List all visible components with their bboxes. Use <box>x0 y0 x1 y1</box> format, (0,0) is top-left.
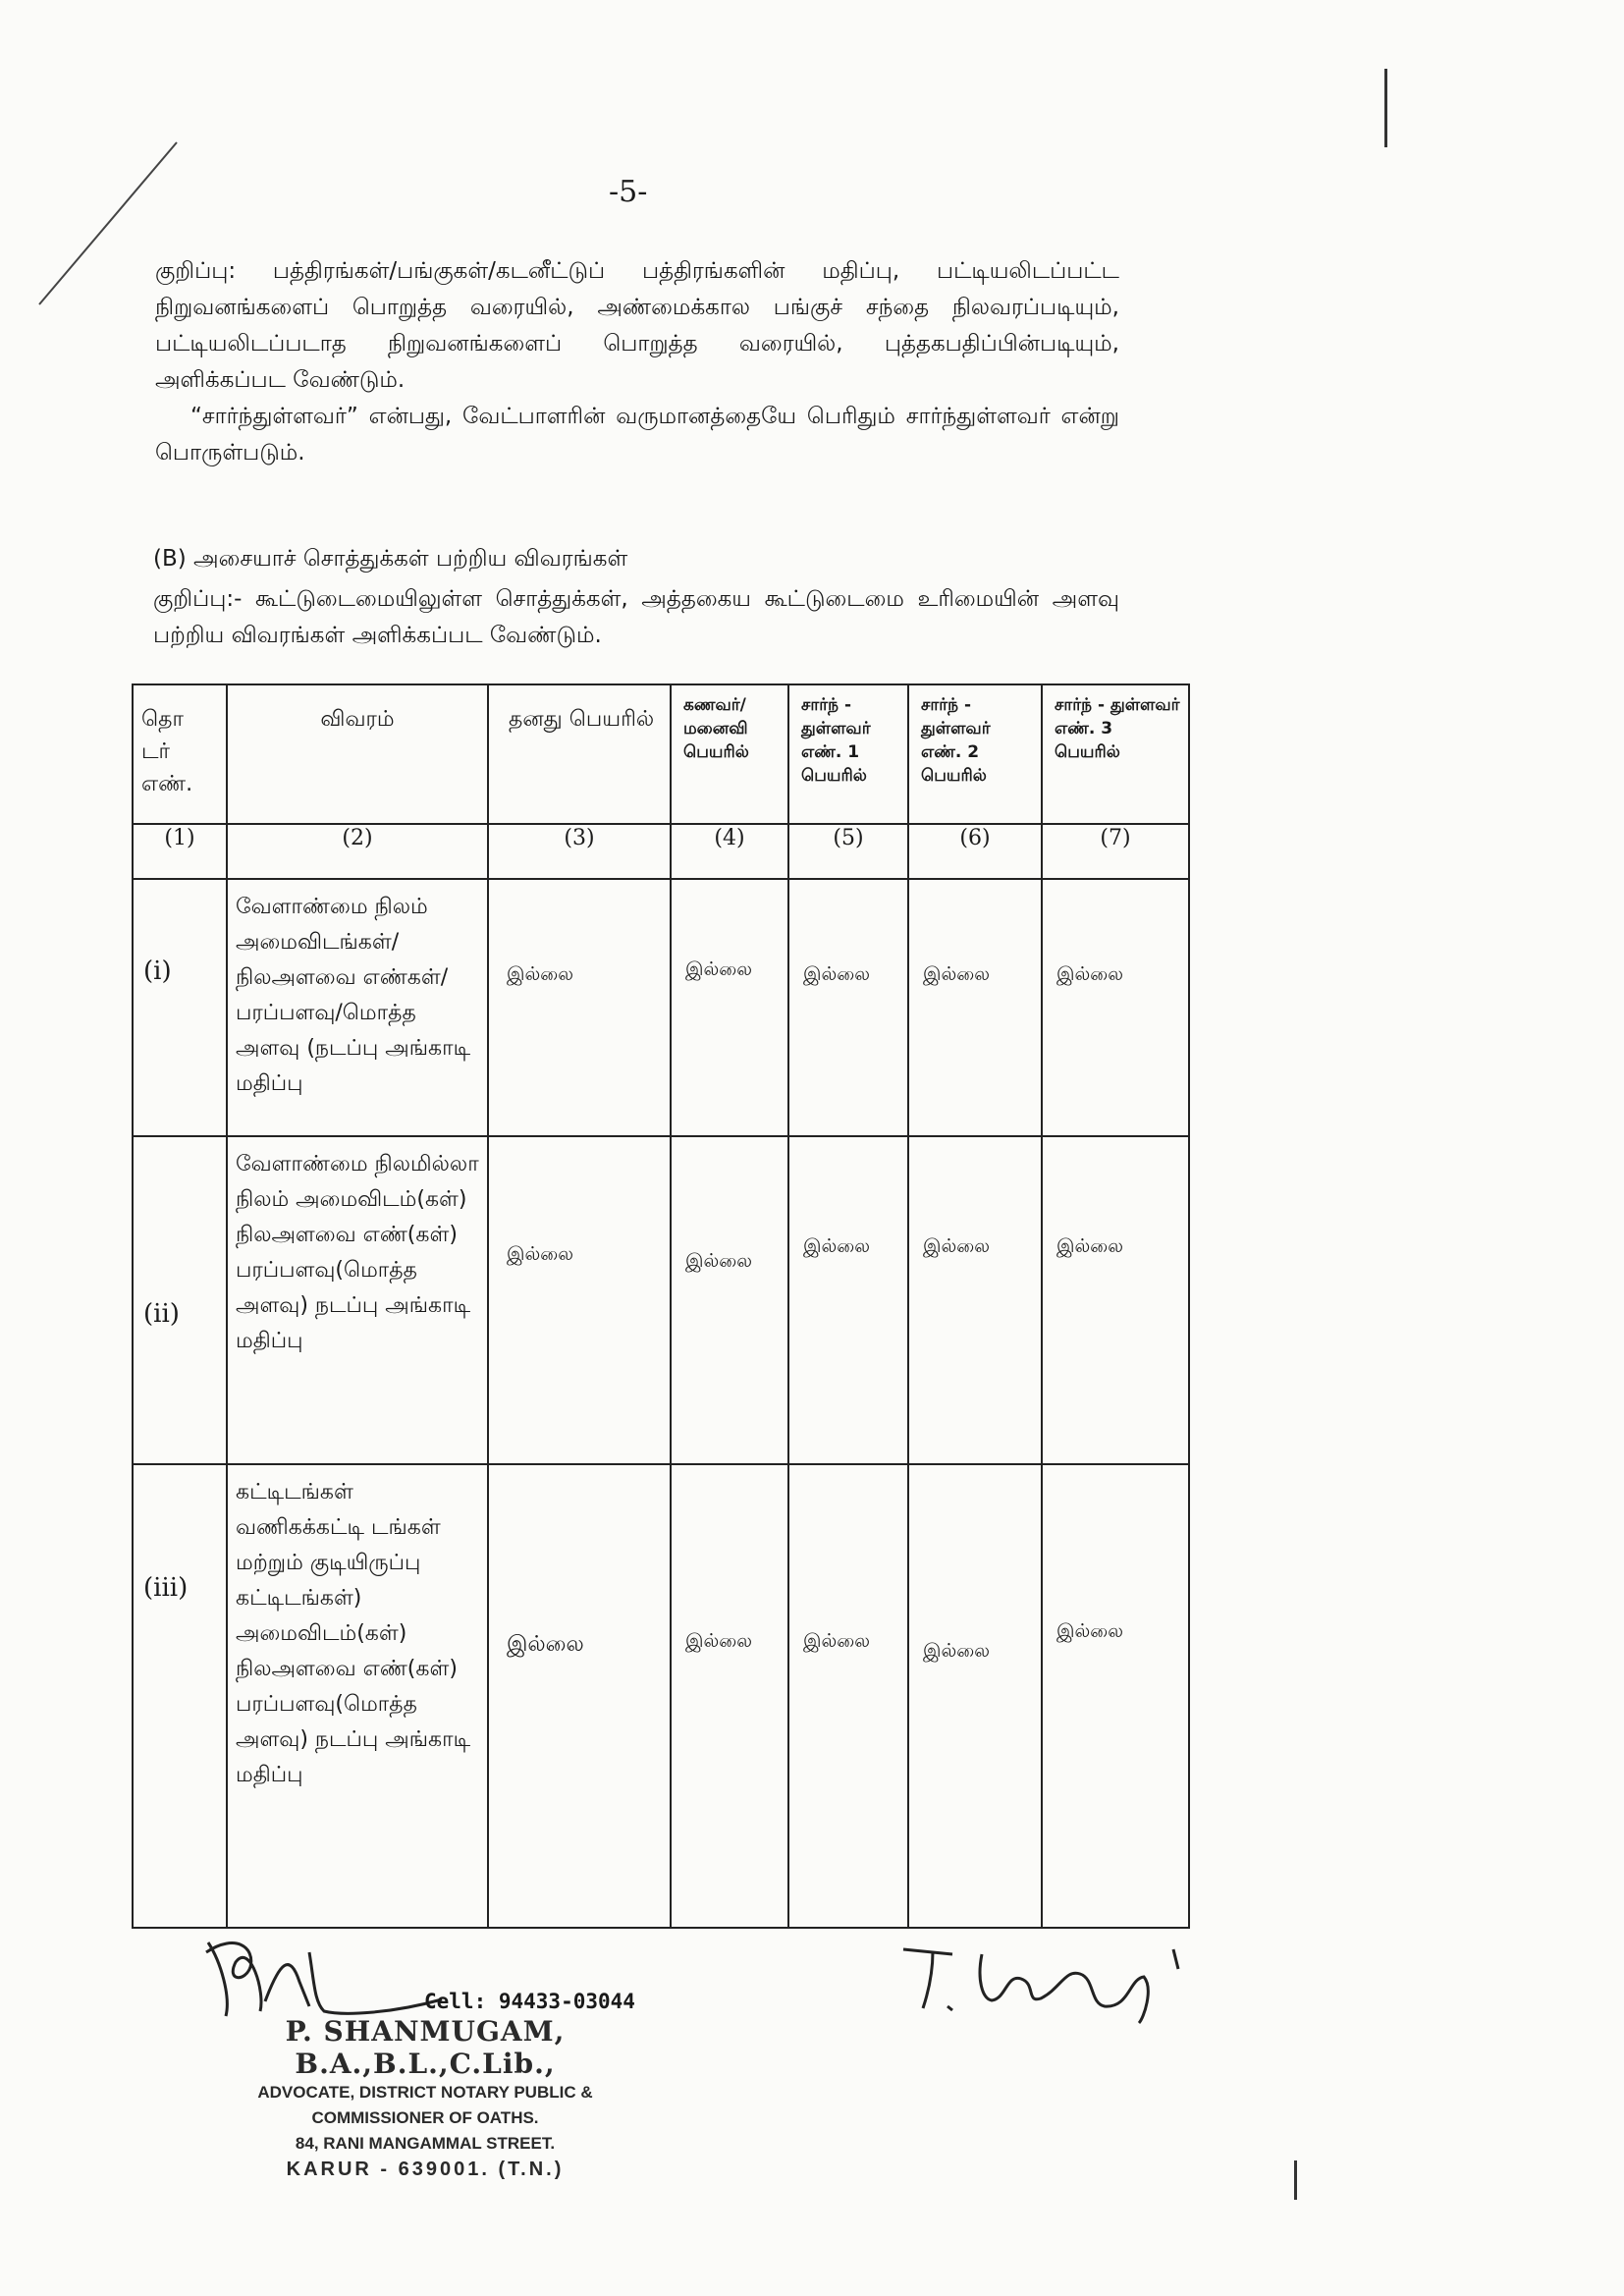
row-value: இல்லை <box>488 1136 671 1464</box>
table-row <box>133 879 1189 1136</box>
scan-margin-mark <box>1384 69 1387 147</box>
header-dependent-1: சார்ந் - துள்ளவர் எண். 1 பெயரில் <box>788 684 908 824</box>
immovable-assets-table <box>132 683 1190 1929</box>
note-paragraph-1: குறிப்பு: பத்திரங்கள்/பங்குகள்/கடனீட்டுப் பத்திரங்களின் மதிப்பு, பட்டியலிடப்பட்ட நிறுவனங்களைப் பொறுத்த வரையில், அண்மைக்கால பங்குச் சந்தை நிலவரப்படியும், பட்டியலிடப்படாத நிறுவனங்களைப் பொறுத்த வரையில், புத்தகபதிப்பின்படியும், அளிக்கப்பட வேண்டும். <box>155 258 1119 393</box>
header-description: விவரம் <box>227 684 488 824</box>
row-value: இல்லை <box>788 879 908 1136</box>
row-value: இல்லை <box>671 879 788 1136</box>
row-value: இல்லை <box>908 1464 1042 1928</box>
column-number: (4) <box>671 824 788 879</box>
deponent-signature <box>893 1930 1227 2028</box>
header-dependent-3: சார்ந் - துள்ளவர் எண். 3 பெயரில் <box>1042 684 1189 824</box>
row-value: இல்லை <box>788 1464 908 1928</box>
row-value: இல்லை <box>671 1464 788 1928</box>
scan-margin-mark <box>1294 2160 1297 2200</box>
table-row <box>133 1136 1189 1464</box>
header-dependent-2: சார்ந் - துள்ளவர் எண். 2 பெயரில் <box>908 684 1042 824</box>
row-sno: (ii) <box>133 1136 227 1464</box>
row-value: இல்லை <box>488 1464 671 1928</box>
section-title: (B) அசையாச் சொத்துக்கள் பற்றிய விவரங்கள் <box>153 546 628 572</box>
row-value: இல்லை <box>908 879 1042 1136</box>
stamp-line: 84, RANI MANGAMMAL STREET. <box>295 2134 556 2153</box>
table-header-row <box>133 684 1189 824</box>
note-paragraph-2: “சார்ந்துள்ளவர்” என்பது, வேட்பாளரின் வருமானத்தையே பெரிதும் சார்ந்துள்ளவர் என்று பொருள்படும். <box>155 404 1119 465</box>
row-description: வேளாண்மை நிலமில்லா நிலம் அமைவிடம்(கள்) நிலஅளவை எண்(கள்) பரப்பளவு(மொத்த அளவு) நடப்பு அங்காடி மதிப்பு <box>227 1136 488 1464</box>
row-value: இல்லை <box>788 1136 908 1464</box>
row-value: இல்லை <box>1042 879 1189 1136</box>
row-value: இல்லை <box>1042 1136 1189 1464</box>
stamp-phone: Cell: 94433-03044 <box>424 1990 635 2013</box>
row-sno: (iii) <box>133 1464 227 1928</box>
section-note: குறிப்பு:- கூட்டுடைமையிலுள்ள சொத்துக்கள், அத்தகைய கூட்டுடைமை உரிமையின் அளவு பற்றிய விவரங்கள் அளிக்கப்பட வேண்டும். <box>153 586 1119 648</box>
column-number: (7) <box>1042 824 1189 879</box>
header-sno: தொ டர் எண். <box>133 684 227 824</box>
row-value: இல்லை <box>1042 1464 1189 1928</box>
header-self: தனது பெயரில் <box>488 684 671 824</box>
valuation-note <box>155 253 1119 471</box>
table-row <box>133 1464 1189 1928</box>
row-description: வேளாண்மை நிலம் அமைவிடங்கள்/ நிலஅளவை எண்கள்/ பரப்பளவு/மொத்த அளவு (நடப்பு அங்காடி மதிப்பு <box>227 879 488 1136</box>
column-number: (3) <box>488 824 671 879</box>
stamp-name: P. SHANMUGAM, B.A.,B.L.,C.Lib., <box>285 2015 566 2080</box>
page-number: -5- <box>609 175 648 209</box>
row-description: கட்டிடங்கள் வணிகக்கட்டி டங்கள் மற்றும் குடியிருப்பு கட்டிடங்கள்) அமைவிடம்(கள்) நிலஅளவை எண்(கள்) பரப்பளவு(மொத்த அளவு) நடப்பு அங்காடி மதிப்பு <box>227 1464 488 1928</box>
row-value: இல்லை <box>908 1136 1042 1464</box>
stamp-city: KARUR - 639001. (T.N.) <box>286 2159 565 2180</box>
stamp-line: ADVOCATE, DISTRICT NOTARY PUBLIC & <box>257 2083 593 2102</box>
column-number-row <box>133 824 1189 879</box>
column-number: (1) <box>133 824 227 879</box>
row-value: இல்லை <box>488 879 671 1136</box>
column-number: (5) <box>788 824 908 879</box>
header-spouse: கணவர்/ மனைவி பெயரில் <box>671 684 788 824</box>
notary-stamp <box>194 2015 656 2181</box>
row-sno: (i) <box>133 879 227 1136</box>
row-value: இல்லை <box>671 1136 788 1464</box>
column-number: (6) <box>908 824 1042 879</box>
column-number: (2) <box>227 824 488 879</box>
stamp-line: COMMISSIONER OF OATHS. <box>311 2108 539 2127</box>
